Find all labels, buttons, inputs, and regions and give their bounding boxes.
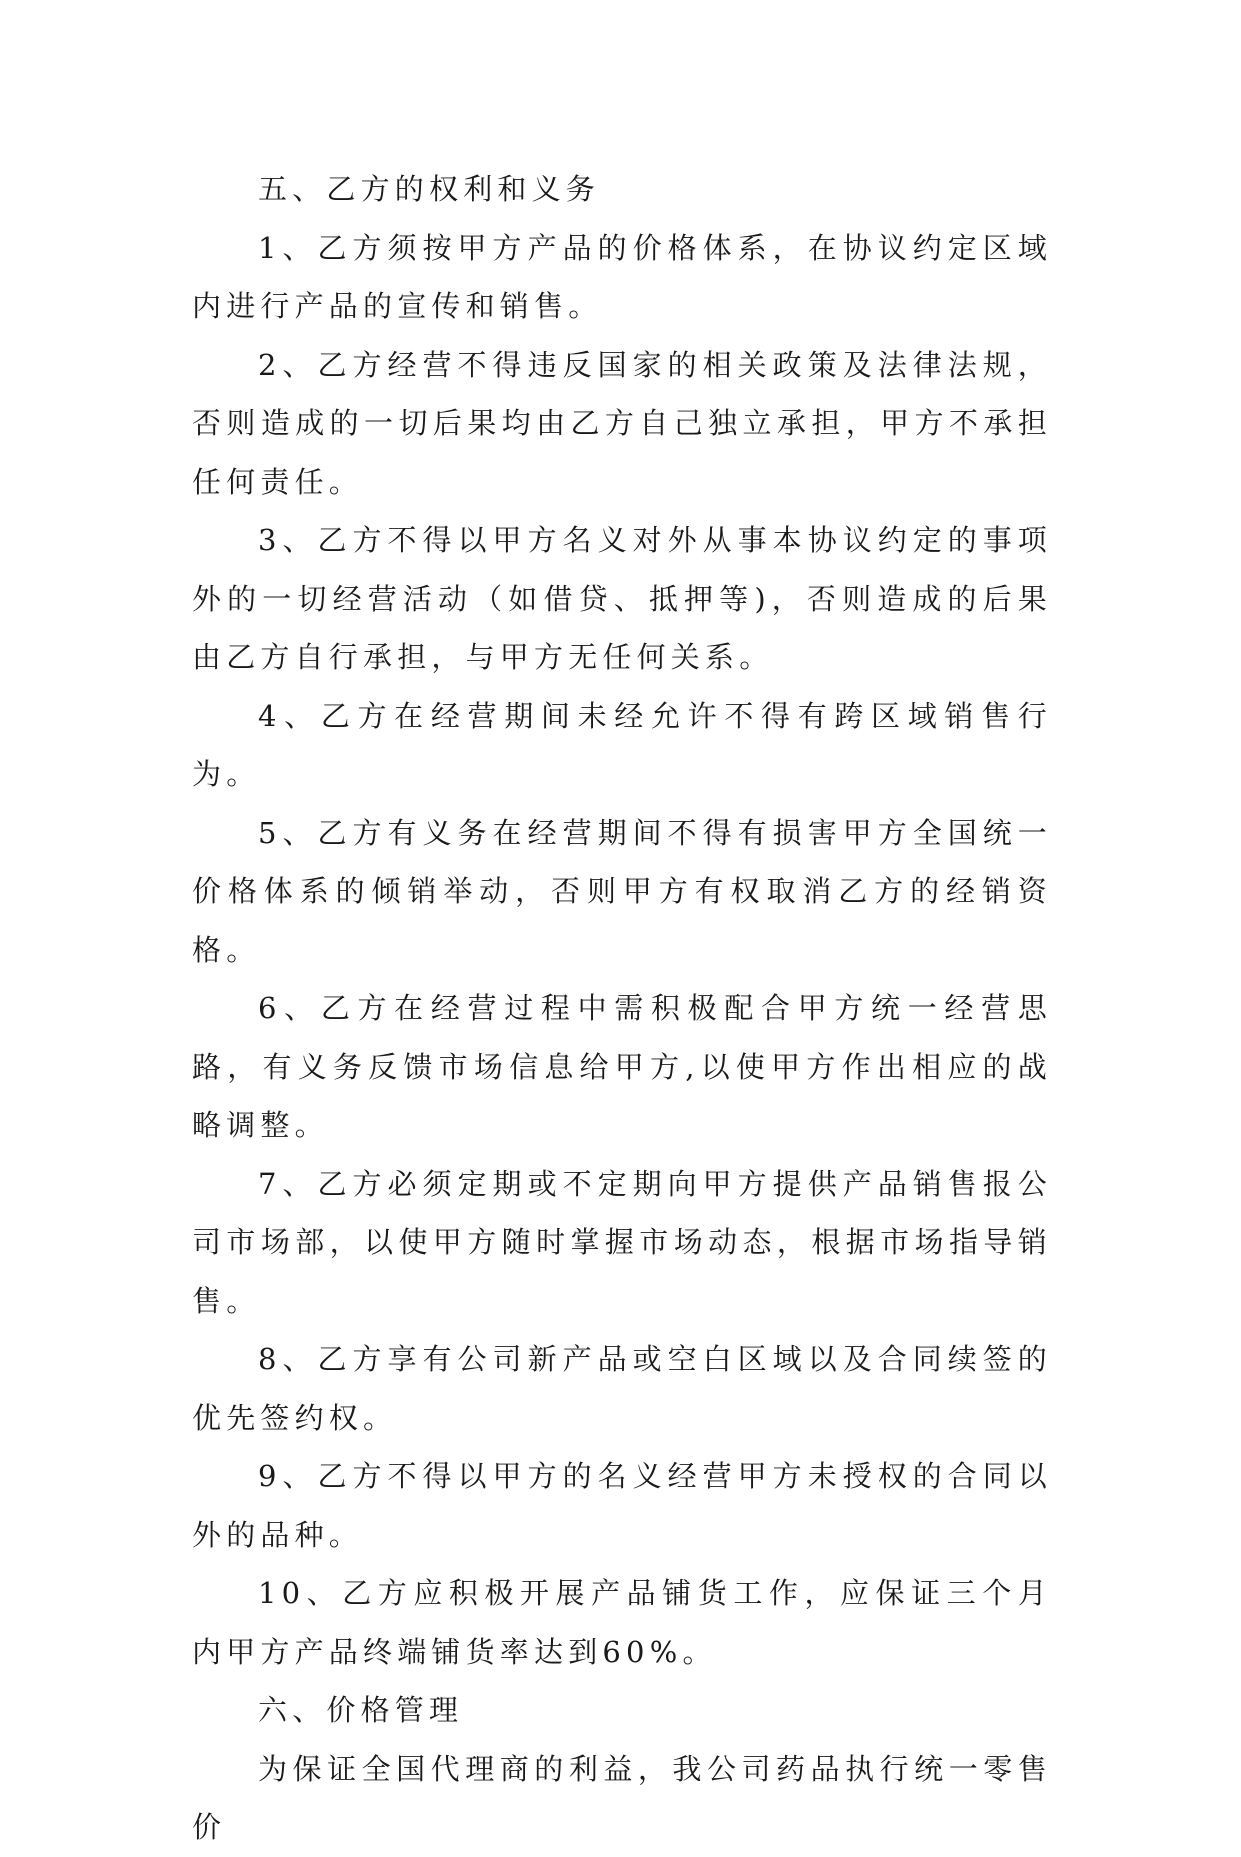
clause-5: 5、乙方有义务在经营期间不得有损害甲方全国统一价格体系的倾销举动，否则甲方有权取消乙方的经销资格。 [192,815,1052,967]
clause-6: 6、乙方在经营过程中需积极配合甲方统一经营思路，有义务反馈市场信息给甲方,以使甲方作出相应的战略调整。 [192,991,1052,1142]
clause-2: 2、乙方经营不得违反国家的相关政策及法律法规，否则造成的一切后果均由乙方自己独立承担，甲方不承担任何责任。 [192,347,1052,499]
clause-4: 4、乙方在经营期间未经允许不得有跨区域销售行为。 [192,698,1052,791]
clause-10: 10、乙方应积极开展产品铺货工作，应保证三个月内甲方产品终端铺货率达到60%。 [192,1576,1052,1669]
clause-9: 9、乙方不得以甲方的名义经营甲方未授权的合同以外的品种。 [192,1459,1052,1552]
price-management-paragraph: 为保证全国代理商的利益，我公司药品执行统一零售价 [192,1751,1052,1844]
section-heading-price-management: 六、价格管理 [258,1693,464,1727]
section-heading-party-b-rights: 五、乙方的权利和义务 [258,172,601,206]
clause-3: 3、乙方不得以甲方名义对外从事本协议约定的事项外的一切经营活动（如借贷、抵押等)，否则造成的后果由乙方自行承担，与甲方无任何关系。 [192,523,1052,674]
clause-8: 8、乙方享有公司新产品或空白区域以及合同续签的优先签约权。 [192,1342,1052,1435]
clause-7: 7、乙方必须定期或不定期向甲方提供产品销售报公司市场部，以使甲方随时掌握市场动态，根据市场指导销售。 [192,1166,1052,1318]
clause-1: 1、乙方须按甲方产品的价格体系，在协议约定区域内进行产品的宣传和销售。 [192,230,1052,323]
document-body [192,160,1052,1857]
